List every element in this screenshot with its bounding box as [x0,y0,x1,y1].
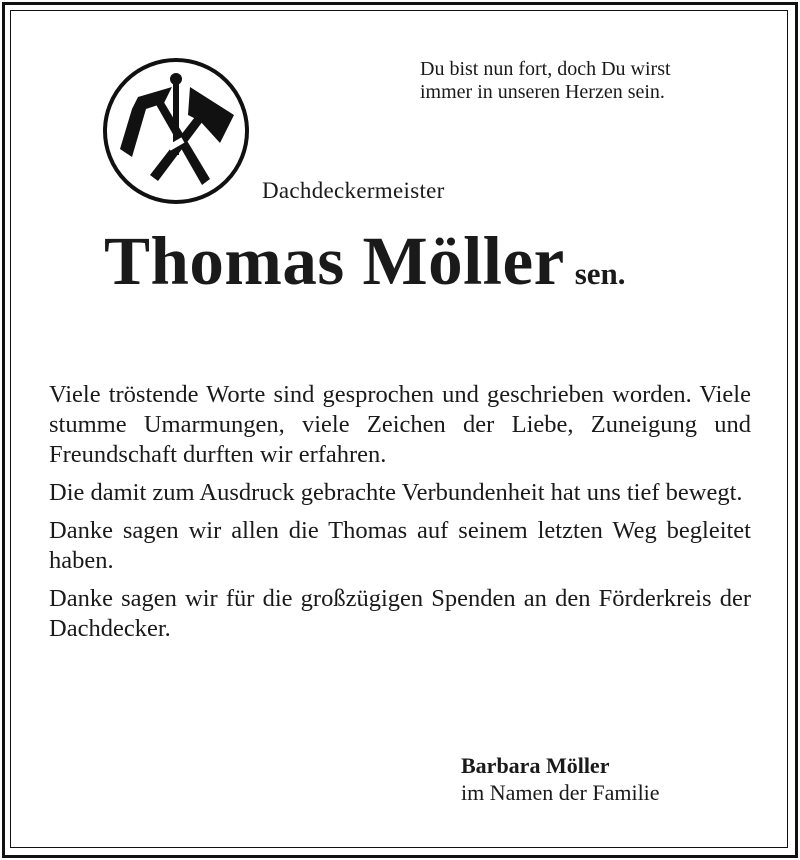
message-paragraph: Viele tröstende Worte sind gesprochen und geschrieben worden. Viele stumme Umarmungen, viele Zeichen der Liebe, Zuneigung und Freundschaft durften wir erfahren. [49,381,751,468]
deceased-name-line [104,222,800,301]
name-suffix: sen. [574,256,626,291]
signature-block [461,752,660,806]
message-paragraph: Danke sagen wir für die großzügigen Spenden an den Förderkreis der Dachdecker. [49,585,751,642]
message-paragraph: Danke sagen wir allen die Thomas auf seinem letzten Weg begleitet haben. [49,517,751,574]
message-body [49,380,751,652]
signature-role: im Namen der Familie [461,780,660,805]
signature-name: Barbara Möller [461,753,610,778]
roofer-guild-emblem-icon [102,57,250,205]
memorial-quote [420,58,750,104]
message-paragraph: Die damit zum Ausdruck gebrachte Verbundenheit hat uns tief bewegt. [49,479,743,506]
quote-line-1: Du bist nun fort, doch Du wirst [420,58,671,80]
deceased-name: Thomas Möller [104,223,565,299]
quote-line-2: immer in unseren Herzen sein. [420,81,665,103]
profession-title: Dachdeckermeister [262,178,445,203]
